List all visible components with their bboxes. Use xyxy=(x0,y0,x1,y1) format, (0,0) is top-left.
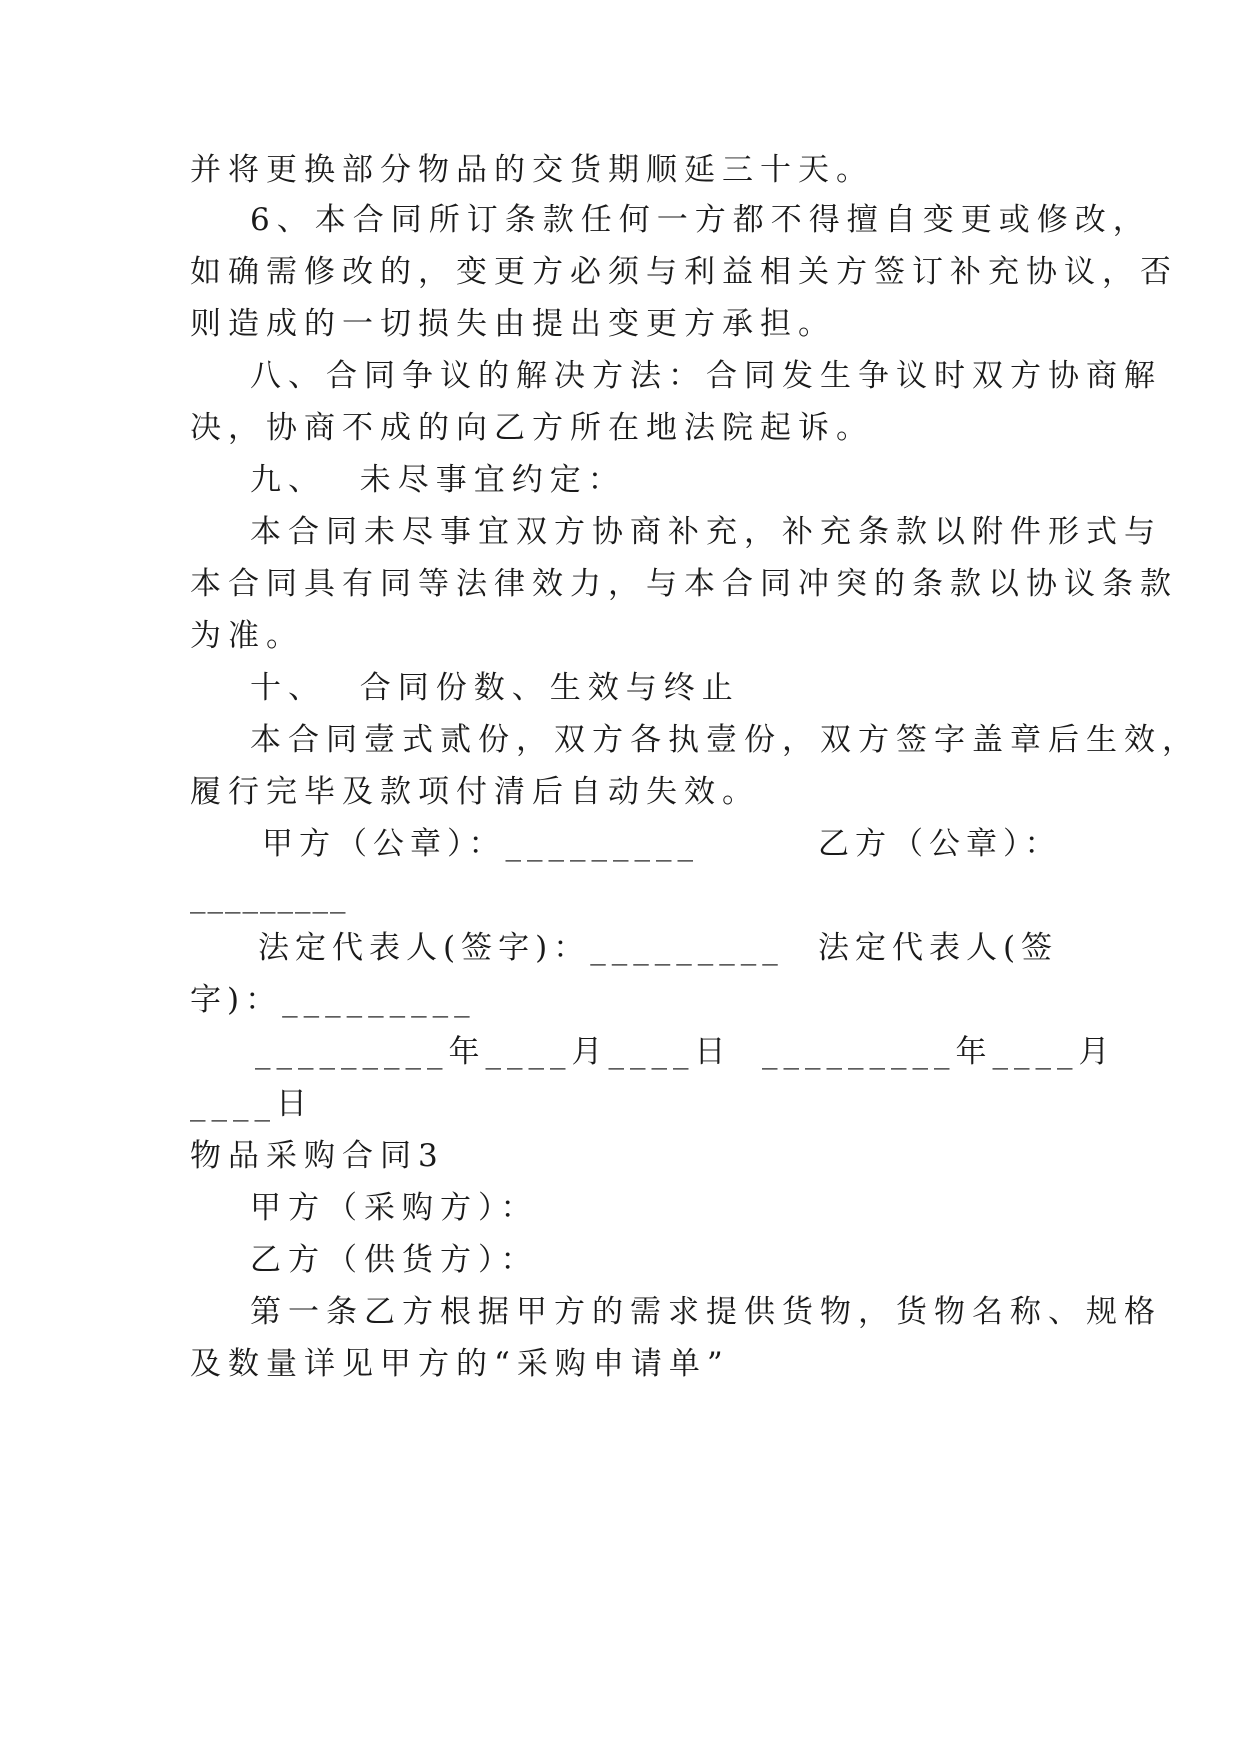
party-b-date-cont: ____日 xyxy=(190,1086,313,1122)
party-b-date-line: _________年____月 xyxy=(762,1034,1116,1070)
text-line: 并将更换部分物品的交货期顺延三十天。 xyxy=(190,152,874,188)
text-line: 八、合同争议的解决方法：合同发生争议时双方协商解 xyxy=(250,358,1162,394)
supplier-label: 乙方（供货方）： xyxy=(250,1242,539,1278)
buyer-label: 甲方（采购方）： xyxy=(250,1190,539,1226)
text-line: 本合同壹式贰份，双方各执壹份，双方签字盖章后生效， xyxy=(250,722,1200,758)
text-line: 决，协商不成的向乙方所在地法院起诉。 xyxy=(190,410,874,446)
section-heading: 九、 未尽事宜约定： xyxy=(250,462,626,498)
party-b-seal-line: 乙方（公章）： xyxy=(818,826,1062,862)
party-a-date-line: _________年____月____日 xyxy=(255,1034,732,1070)
party-b-representative-line: 法定代表人(签 xyxy=(818,930,1059,966)
signature-blank: _________ xyxy=(190,878,348,914)
text-line: 本合同具有同等法律效力，与本合同冲突的条款以协议条款 xyxy=(190,566,1178,602)
text-line: 6、本合同所订条款任何一方都不得擅自变更或修改， xyxy=(250,202,1151,238)
text-line: 则造成的一切损失由提出变更方承担。 xyxy=(190,306,836,342)
party-a-representative-line: 法定代表人(签字)：_________ xyxy=(258,930,784,966)
text-line: 第一条乙方根据甲方的需求提供货物，货物名称、规格 xyxy=(250,1294,1162,1330)
section-heading: 十、 合同份数、生效与终止 xyxy=(250,670,740,706)
text-line: 及数量详见甲方的“采购申请单” xyxy=(190,1346,730,1382)
text-line: 为准。 xyxy=(190,618,304,654)
text-line: 履行完毕及款项付清后自动失效。 xyxy=(190,774,760,810)
document-title: 物品采购合同3 xyxy=(190,1138,445,1174)
party-b-representative-cont: 字)：_________ xyxy=(190,982,476,1018)
text-line: 如确需修改的，变更方必须与利益相关方签订补充协议，否 xyxy=(190,254,1178,290)
text-line: 本合同未尽事宜双方协商补充，补充条款以附件形式与 xyxy=(250,514,1162,550)
party-a-seal-line: 甲方（公章）：_________ xyxy=(262,826,699,862)
